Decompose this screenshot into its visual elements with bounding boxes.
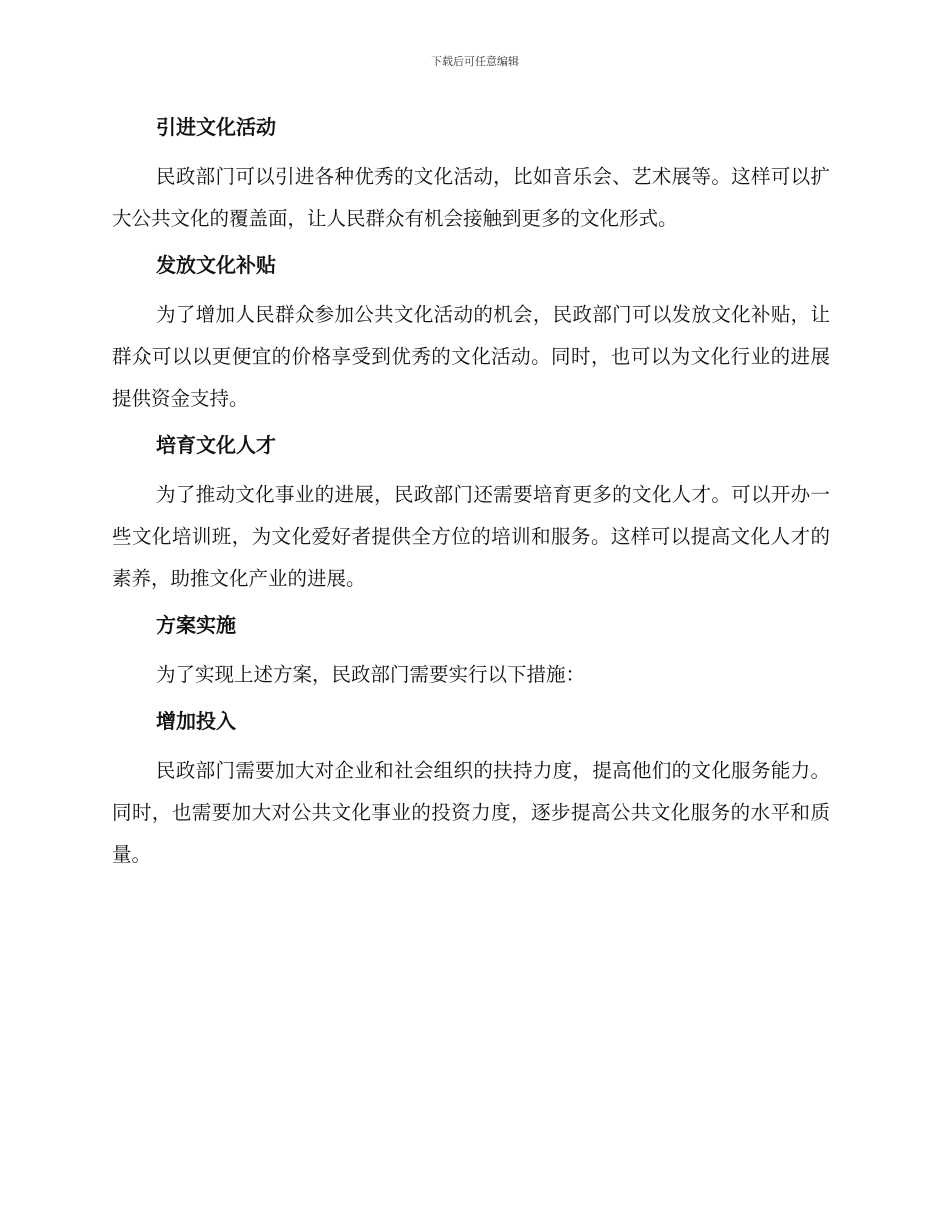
section-paragraph: 为了增加人民群众参加公共文化活动的机会，民政部门可以发放文化补贴，让群众可以以更便宜的价格享受到优秀的文化活动。同时，也可以为文化行业的进展提供资金支持。 [112,303,830,410]
section-cultural-talent [112,430,830,600]
section-heading: 方案实施 [156,613,236,637]
section-paragraph: 民政部门需要加大对企业和社会组织的扶持力度，提高他们的文化服务能力。同时，也需要加大对公共文化事业的投资力度，逐步提高公共文化服务的水平和质量。 [112,759,830,866]
section-increase-investment [112,706,830,876]
document-body [112,112,830,886]
section-paragraph: 为了推动文化事业的进展，民政部门还需要培育更多的文化人才。可以开办一些文化培训班，为文化爱好者提供全方位的培训和服务。这样可以提高文化人才的素养，助推文化产业的进展。 [112,483,830,590]
section-heading: 引进文化活动 [156,115,276,139]
section-plan-implementation [112,610,830,696]
section-cultural-subsidy [112,250,830,420]
section-heading: 培育文化人才 [156,433,276,457]
section-paragraph: 民政部门可以引进各种优秀的文化活动，比如音乐会、艺术展等。这样可以扩大公共文化的覆盖面，让人民群众有机会接触到更多的文化形式。 [112,165,830,230]
section-heading: 发放文化补贴 [156,253,276,277]
section-paragraph: 为了实现上述方案，民政部门需要实行以下措施： [156,663,586,686]
page-header: 下载后可任意编辑 [431,55,519,68]
section-cultural-activities [112,112,830,240]
section-heading: 增加投入 [156,709,236,733]
